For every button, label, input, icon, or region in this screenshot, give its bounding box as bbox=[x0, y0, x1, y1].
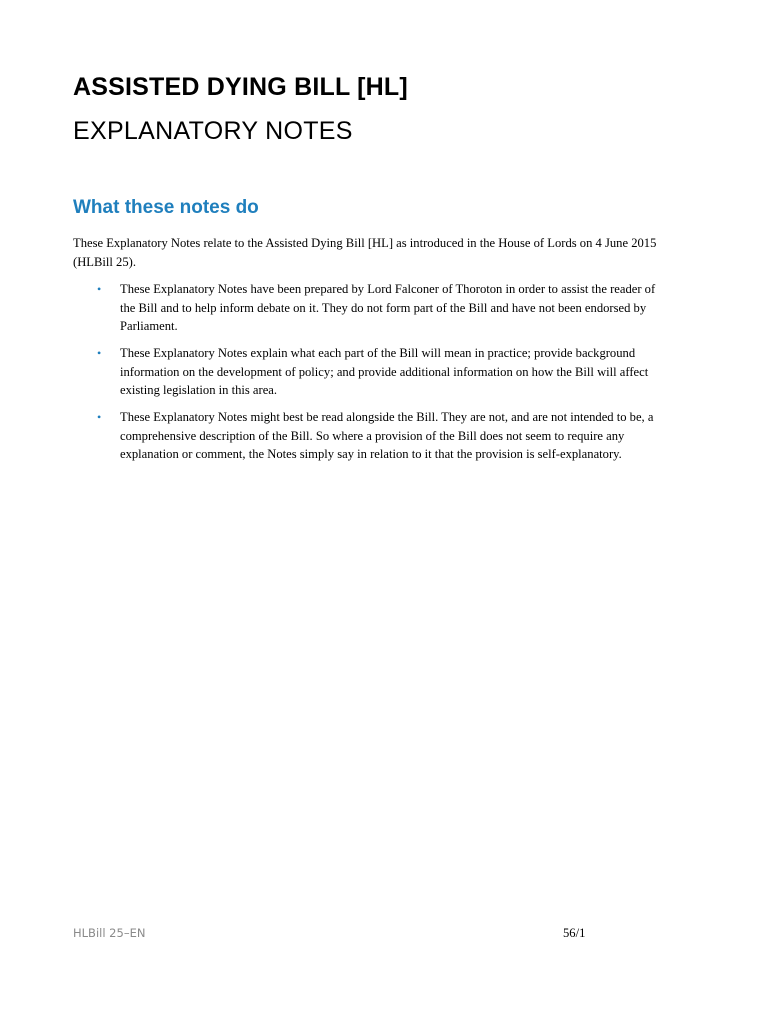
bullet-item bbox=[73, 344, 673, 400]
section-heading: What these notes do bbox=[73, 197, 259, 218]
bullet-list bbox=[73, 280, 673, 472]
bullet-dot-icon: • bbox=[97, 346, 102, 360]
footer-reference: HLBill 25–EN bbox=[73, 926, 146, 940]
bullet-text: These Explanatory Notes might best be read alongside the Bill. They are not, and are not intended to be, a comprehensive description of the Bill. So where a provision of the Bill does not seem to require any explanation or comment, the Notes simply say in relation to it that the provision is self-explanatory. bbox=[120, 410, 654, 461]
document-title: ASSISTED DYING BILL [HL] bbox=[73, 73, 408, 101]
bullet-text: These Explanatory Notes have been prepared by Lord Falconer of Thoroton in order to assist the reader of the Bill and to help inform debate on it. They do not form part of the Bill and have not been endorsed by Parliament. bbox=[120, 282, 656, 333]
document-subtitle: EXPLANATORY NOTES bbox=[73, 117, 353, 145]
bullet-dot-icon: • bbox=[97, 282, 102, 296]
bullet-text: These Explanatory Notes explain what each part of the Bill will mean in practice; provide background information on the development of policy; and provide additional information on how the Bill will affect existing legislation in this area. bbox=[120, 346, 649, 397]
bullet-item bbox=[73, 408, 673, 464]
footer-page-number: 56/1 bbox=[563, 926, 586, 940]
intro-paragraph: These Explanatory Notes relate to the Assisted Dying Bill [HL] as introduced in the House of Lords on 4 June 2015 (HLBill 25). bbox=[73, 236, 657, 269]
bullet-item bbox=[73, 280, 673, 336]
bullet-dot-icon: • bbox=[97, 410, 102, 424]
